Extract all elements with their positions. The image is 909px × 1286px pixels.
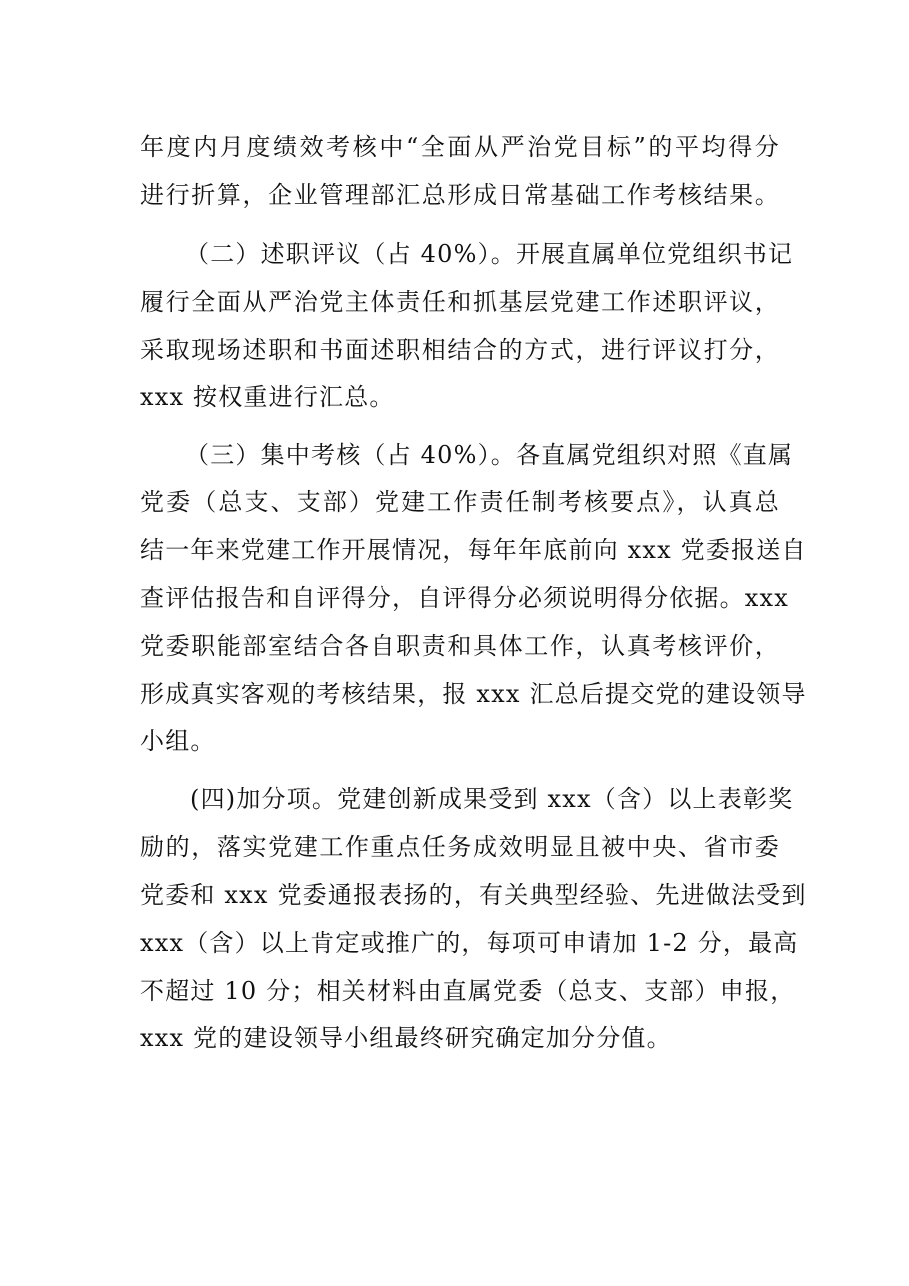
text-line: 年度内月度绩效考核中“全面从严治党目标”的平均得分 <box>140 133 780 161</box>
text-line: xxx（含）以上肯定或推广的，每项可申请加 1-2 分，最高 <box>140 929 799 957</box>
text-line: 励的，落实党建工作重点任务成效明显且被中央、省市委 <box>140 833 780 861</box>
paragraph-heading-line: （二）述职评议（占 40%）。开展直属单位党组织书记 <box>185 240 794 268</box>
text-line: xxx 按权重进行汇总。 <box>140 383 395 411</box>
paragraph-heading-line: (四)加分项。党建创新成果受到 xxx（含）以上表彰奖 <box>190 785 794 813</box>
text-line: 进行折算，企业管理部汇总形成日常基础工作考核结果。 <box>140 181 780 209</box>
text-line: 党委和 xxx 党委通报表扬的，有关典型经验、先进做法受到 <box>140 881 807 909</box>
text-line: 党委职能部室结合各自职责和具体工作，认真考核评价， <box>140 632 780 660</box>
text-line: 不超过 10 分；相关材料由直属党委（总支、支部）申报， <box>140 977 796 1005</box>
text-line: 履行全面从严治党主体责任和抓基层党建工作述职评议， <box>140 288 780 316</box>
text-line: 形成真实客观的考核结果，报 xxx 汇总后提交党的建设领导 <box>140 680 807 708</box>
text-line: 采取现场述职和书面述职相结合的方式，进行评议打分， <box>140 336 780 364</box>
text-line: 查评估报告和自评得分，自评得分必须说明得分依据。xxx <box>140 584 790 612</box>
paragraph-heading-line: （三）集中考核（占 40%）。各直属党组织对照《直属 <box>185 441 794 469</box>
text-line: 结一年来党建工作开展情况，每年年底前向 xxx 党委报送自 <box>140 536 807 564</box>
text-line: 党委（总支、支部）党建工作责任制考核要点》，认真总 <box>140 488 780 516</box>
text-line: 小组。 <box>140 727 216 755</box>
text-line: xxx 党的建设领导小组最终研究确定加分分值。 <box>140 1024 672 1052</box>
